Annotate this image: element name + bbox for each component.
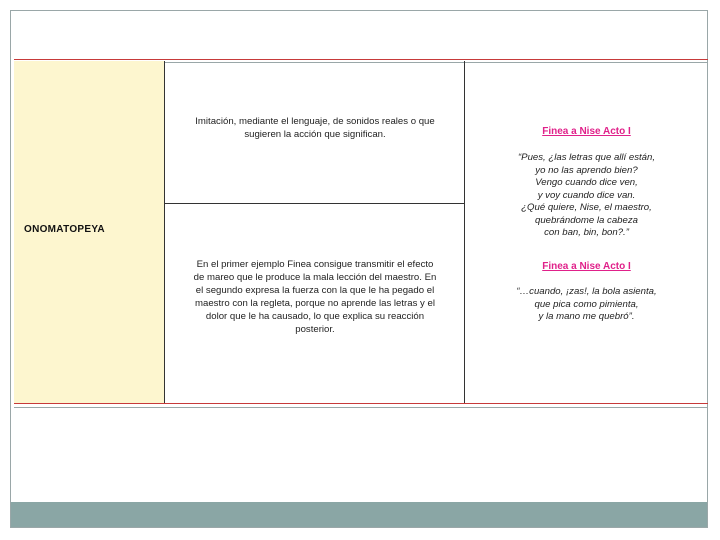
term-cell <box>14 61 165 404</box>
verse-line: quebrándome la cabeza <box>535 214 638 226</box>
examples-cell <box>465 61 708 404</box>
example1-verse <box>465 152 708 240</box>
example2-verse <box>465 286 708 324</box>
verse-line: y la mano me quebró”. <box>538 311 635 322</box>
verse-line: que pica como pimienta, <box>534 298 639 310</box>
explanation-line: En el primer ejemplo Finea consigue transmitir el efecto <box>196 259 434 270</box>
example2-title: Finea a Nise Acto I <box>542 261 631 272</box>
definition-line: Imitación, mediante el lenguaje, de sonidos reales o que <box>195 116 435 127</box>
term-label: ONOMATOPEYA <box>24 224 105 235</box>
explanation-line: maestro con la regleta, porque no aprende las letras y el <box>195 298 435 309</box>
verse-line: ¿Qué quiere, Nise, el maestro, <box>521 202 652 213</box>
definition-cell <box>165 61 465 204</box>
explanation-line: dolor que le ha causado, lo que explica su reacción <box>205 311 425 322</box>
explanation-line: de mareo que le produce la mala lección del maestro. En <box>193 272 437 283</box>
example1-title: Finea a Nise Acto I <box>542 126 631 137</box>
bottom-red-rule <box>14 403 708 404</box>
bottom-gray-rule <box>14 407 708 408</box>
footer-bar <box>11 502 707 527</box>
verse-line: Vengo cuando dice ven, <box>535 177 638 188</box>
verse-line: “…cuando, ¡zas!, la bola asienta, <box>516 286 657 297</box>
definition-line: sugieren la acción que significan. <box>244 129 386 140</box>
explanation-line: posterior. <box>295 324 335 335</box>
verse-line: con ban, bin, bon?.” <box>544 227 629 238</box>
verse-line: y voy cuando dice van. <box>537 189 636 201</box>
top-red-rule <box>14 59 708 60</box>
explanation-cell <box>165 204 465 404</box>
verse-line: yo no las aprendo bien? <box>535 164 638 176</box>
explanation-line: el segundo expresa la fuerza con la que le ha pegado el <box>195 285 435 296</box>
verse-line: “Pues, ¿las letras que allí están, <box>517 152 656 163</box>
explanation-text <box>169 258 461 336</box>
definition-text <box>169 115 461 141</box>
